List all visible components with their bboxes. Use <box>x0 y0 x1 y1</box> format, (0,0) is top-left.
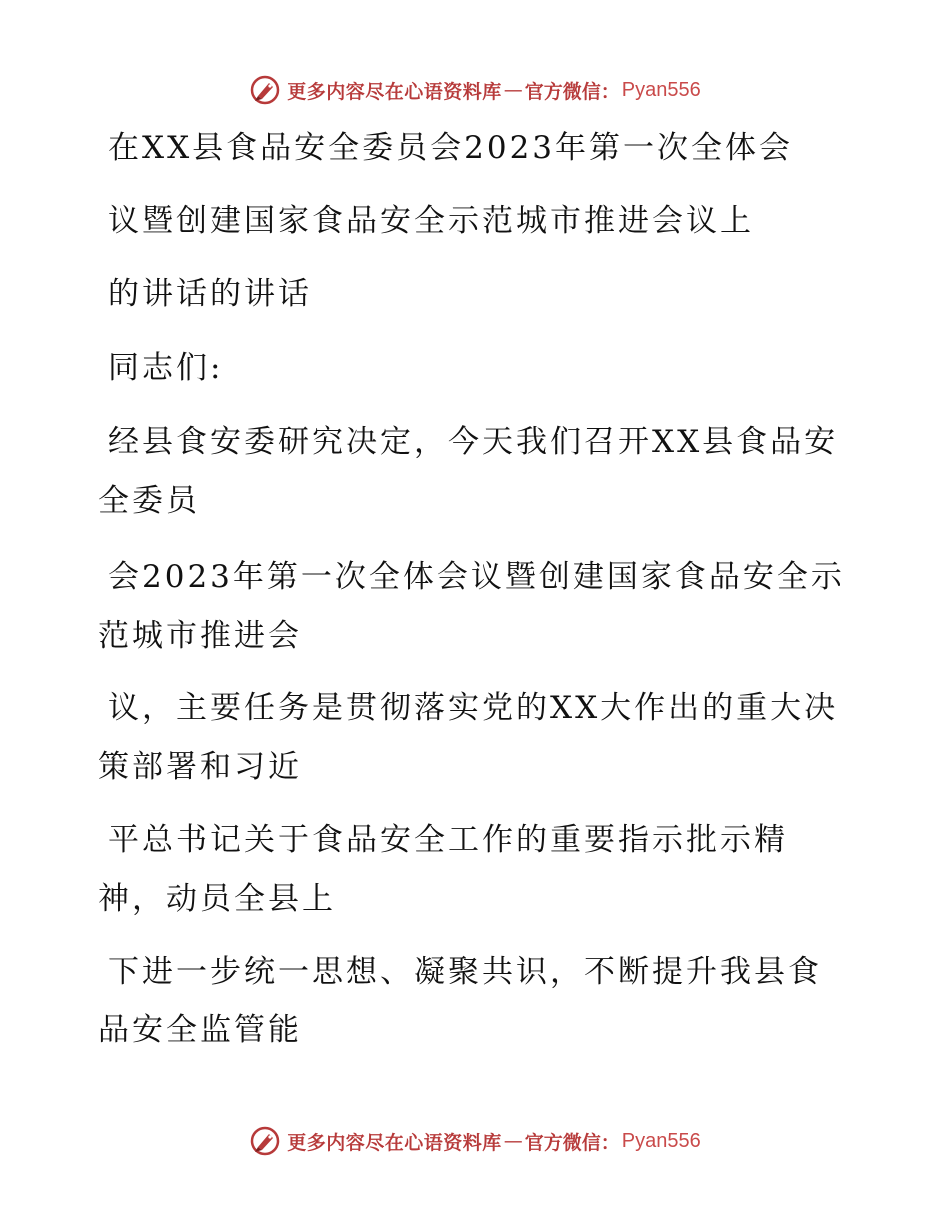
pen-nib-logo-icon <box>249 74 281 106</box>
wechat-label: 官方微信： <box>524 80 620 103</box>
body-line: 品安全监管能 <box>98 1012 302 1048</box>
title-line-1: 在XX县食品安全委员会2023年第一次全体会 <box>108 130 794 166</box>
body-line: 策部署和习近 <box>98 749 302 785</box>
banner-dash: — <box>503 1130 523 1152</box>
body-line: 经县食安委研究决定，今天我们召开XX县食品安 <box>108 424 839 460</box>
banner-dash: — <box>503 79 523 101</box>
pen-nib-logo-icon <box>249 1125 281 1157</box>
body-line: 下进一步统一思想、凝聚共识，不断提升我县食 <box>108 954 822 990</box>
body-line: 神，动员全县上 <box>98 881 336 917</box>
header-banner <box>0 70 950 110</box>
footer-banner <box>0 1121 950 1161</box>
body-line: 会2023年第一次全体会议暨创建国家食品安全示 <box>108 559 845 595</box>
title-line-2: 议暨创建国家食品安全示范城市推进会议上 <box>108 203 754 239</box>
body-line: 范城市推进会 <box>98 618 302 654</box>
body-line: 议，主要任务是贯彻落实党的XX大作出的重大决 <box>108 690 839 726</box>
brand-text: 更多内容尽在心语资料库 <box>287 1131 502 1154</box>
wechat-id: Pyan556 <box>621 1129 701 1152</box>
body-line: 平总书记关于食品安全工作的重要指示批示精 <box>108 822 788 858</box>
body-line: 全委员 <box>98 483 200 519</box>
brand-text: 更多内容尽在心语资料库 <box>287 80 502 103</box>
wechat-label: 官方微信： <box>524 1131 620 1154</box>
salutation: 同志们: <box>108 350 224 386</box>
title-line-3: 的讲话的讲话 <box>108 276 312 312</box>
wechat-id: Pyan556 <box>621 78 701 101</box>
